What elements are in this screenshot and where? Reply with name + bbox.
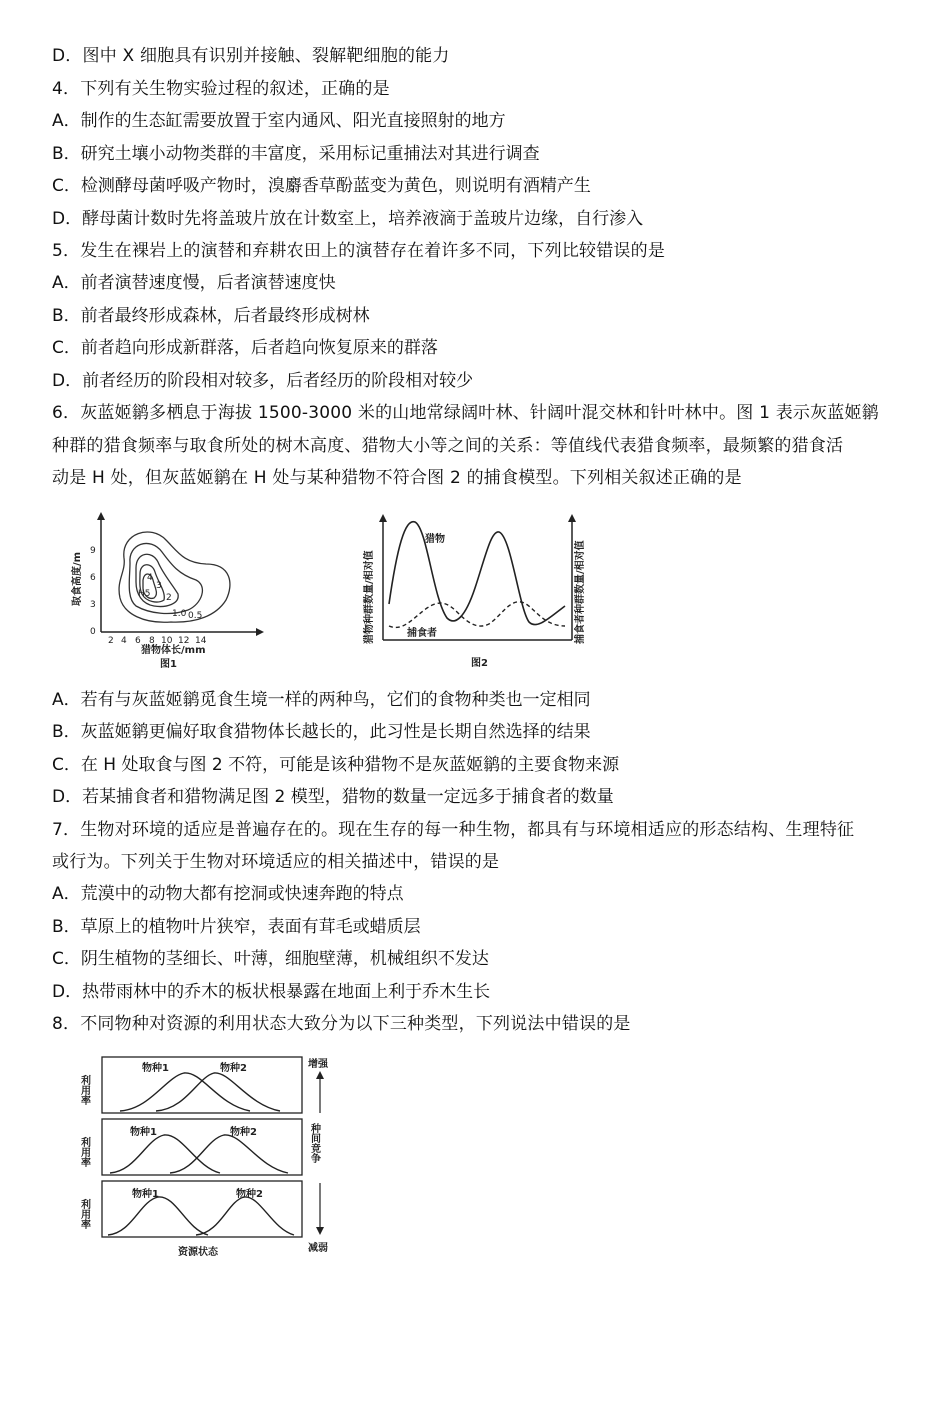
panel-3-species1-curve xyxy=(108,1197,208,1235)
fig2-caption: 图2 xyxy=(471,658,488,669)
figure-2-predator-prey xyxy=(355,508,605,678)
fig2-predator-label: 捕食者 xyxy=(407,628,437,639)
fig1-xtick: 12 xyxy=(178,636,190,646)
fig1-ytick: 0 xyxy=(90,627,96,637)
q6-stem-line-1: 6．灰蓝姬鹟多栖息于海拔 1500-3000 米的山地常绿阔叶林、针阔叶混交林和针叶林中。图 1 表示灰蓝姬鹟 xyxy=(52,403,879,423)
q5-option-b: B．前者最终形成森林，后者最终形成树林 xyxy=(52,306,370,326)
q6-option-b: B．灰蓝姬鹟更偏好取食猎物体长越长的，此习性是长期自然选择的结果 xyxy=(52,722,591,742)
panel-1-species1-curve xyxy=(120,1073,250,1111)
fig3-arrow-up-head xyxy=(316,1071,324,1079)
q6-option-c: C．在 H 处取食与图 2 不符，可能是该种猎物不是灰蓝姬鹟的主要食物来源 xyxy=(52,755,620,775)
fig1-contour-label: 1.0 xyxy=(172,609,187,619)
fig1-contour-label: 4 xyxy=(147,573,153,583)
panel-3-ylabel: 利用率 xyxy=(78,1199,90,1229)
panel-2-species2-label: 物种2 xyxy=(230,1127,257,1138)
fig1-contour-label: 2 xyxy=(166,593,172,603)
panel-3-species2-curve xyxy=(196,1197,294,1235)
q7-option-c: C．阴生植物的茎细长、叶薄，细胞壁薄，机械组织不发达 xyxy=(52,949,489,969)
panel-2-ylabel: 利用率 xyxy=(78,1137,90,1167)
fig1-y-arrow xyxy=(97,512,105,520)
q7-stem-line-2: 或行为。下列关于生物对环境适应的相关描述中，错误的是 xyxy=(52,852,500,872)
panel-1-species2-label: 物种2 xyxy=(220,1063,247,1074)
q5-option-a: A．前者演替速度慢，后者演替速度快 xyxy=(52,273,336,293)
q7-option-a: A．荒漠中的动物大都有挖洞或快速奔跑的特点 xyxy=(52,884,404,904)
q7-option-d: D．热带雨林中的乔木的板状根暴露在地面上利于乔木生长 xyxy=(52,982,491,1002)
q5-option-c: C．前者趋向形成新群落，后者趋向恢复原来的群落 xyxy=(52,338,438,358)
q6-stem-line-3: 动是 H 处，但灰蓝姬鹟在 H 处与某种猎物不符合图 2 的捕食模型。下列相关叙述正确的是 xyxy=(52,468,742,488)
q7-option-b: B．草原上的植物叶片狭窄，表面有茸毛或蜡质层 xyxy=(52,917,421,937)
fig2-prey-label: 猎物 xyxy=(425,534,445,545)
q4-option-c: C．检测酵母菌呼吸产物时，溴麝香草酚蓝变为黄色，则说明有酒精产生 xyxy=(52,176,591,196)
figure-3-resource-utilization xyxy=(80,1053,350,1263)
fig1-x-label: 猎物体长/mm xyxy=(141,645,206,656)
q5-option-d: D．前者经历的阶段相对较多，后者经历的阶段相对较少 xyxy=(52,371,474,391)
q4-stem: 4．下列有关生物实验过程的叙述，正确的是 xyxy=(52,79,390,99)
panel-1-species2-curve xyxy=(156,1073,280,1111)
fig3-arrow-down-head xyxy=(316,1227,324,1235)
q7-stem-line-1: 7．生物对环境的适应是普遍存在的。现在生存的每一种生物，都具有与环境相适应的形态结构、生理特征 xyxy=(52,820,855,840)
fig1-contour-label-h: H5 xyxy=(138,589,151,599)
fig3-middle-label: 种间竞争 xyxy=(308,1123,320,1163)
fig1-ytick: 3 xyxy=(90,600,96,610)
q3-option-d: D．图中 X 细胞具有识别并接触、裂解靶细胞的能力 xyxy=(52,46,450,66)
fig1-y-label: 取食高度/m xyxy=(72,551,83,606)
panel-1-frame xyxy=(102,1057,302,1113)
fig3-bottom-label: 减弱 xyxy=(308,1243,328,1254)
panel-1-species1-label: 物种1 xyxy=(142,1063,169,1074)
fig1-x-arrow xyxy=(256,628,264,636)
q4-option-d: D．酵母菌计数时先将盖玻片放在计数室上，培养液滴于盖玻片边缘，自行渗入 xyxy=(52,209,644,229)
q6-option-d: D．若某捕食者和猎物满足图 2 模型，猎物的数量一定远多于捕食者的数量 xyxy=(52,787,614,807)
fig1-xtick: 2 xyxy=(108,636,114,646)
fig1-xtick: 4 xyxy=(121,636,127,646)
fig1-contour-label: 0.5 xyxy=(188,611,203,621)
q4-option-b: B．研究土壤小动物类群的丰富度，采用标记重捕法对其进行调查 xyxy=(52,144,540,164)
q8-stem: 8．不同物种对资源的利用状态大致分为以下三种类型，下列说法中错误的是 xyxy=(52,1014,631,1034)
figure-1-contour-plot xyxy=(66,508,276,678)
fig2-right-arrow xyxy=(568,514,576,522)
fig2-left-arrow xyxy=(379,514,387,522)
panel-2-species1-curve xyxy=(110,1135,220,1173)
fig1-ytick: 9 xyxy=(90,546,96,556)
q6-stem-line-2: 种群的猎食频率与取食所处的树木高度、猎物大小等之间的关系：等值线代表猎食频率，最频繁的猎食活 xyxy=(52,436,844,456)
fig1-caption: 图1 xyxy=(160,659,177,670)
fig3-top-label: 增强 xyxy=(308,1059,328,1070)
fig3-x-label: 资源状态 xyxy=(178,1247,218,1258)
fig1-contour-label: 3 xyxy=(156,581,162,591)
fig1-xtick: 14 xyxy=(195,636,207,646)
panel-2-species1-label: 物种1 xyxy=(130,1127,157,1138)
fig2-left-label: 猎物种群数量/相对值 xyxy=(364,550,375,644)
panel-1-ylabel: 利用率 xyxy=(78,1075,90,1105)
q6-option-a: A．若有与灰蓝姬鹟觅食生境一样的两种鸟，它们的食物种类也一定相同 xyxy=(52,690,591,710)
fig2-prey-curve xyxy=(389,522,565,625)
q5-stem: 5．发生在裸岩上的演替和弃耕农田上的演替存在着许多不同，下列比较错误的是 xyxy=(52,241,666,261)
q4-option-a: A．制作的生态缸需要放置于室内通风、阳光直接照射的地方 xyxy=(52,111,506,131)
panel-3-species1-label: 物种1 xyxy=(132,1189,159,1200)
fig1-xtick: 8 xyxy=(149,636,155,646)
panel-2-species2-curve xyxy=(170,1135,288,1173)
fig1-xtick: 6 xyxy=(135,636,141,646)
panel-3-species2-label: 物种2 xyxy=(236,1189,263,1200)
fig2-right-label: 捕食者种群数量/相对值 xyxy=(575,540,586,644)
fig1-xtick: 10 xyxy=(161,636,173,646)
fig1-ytick: 6 xyxy=(90,573,96,583)
